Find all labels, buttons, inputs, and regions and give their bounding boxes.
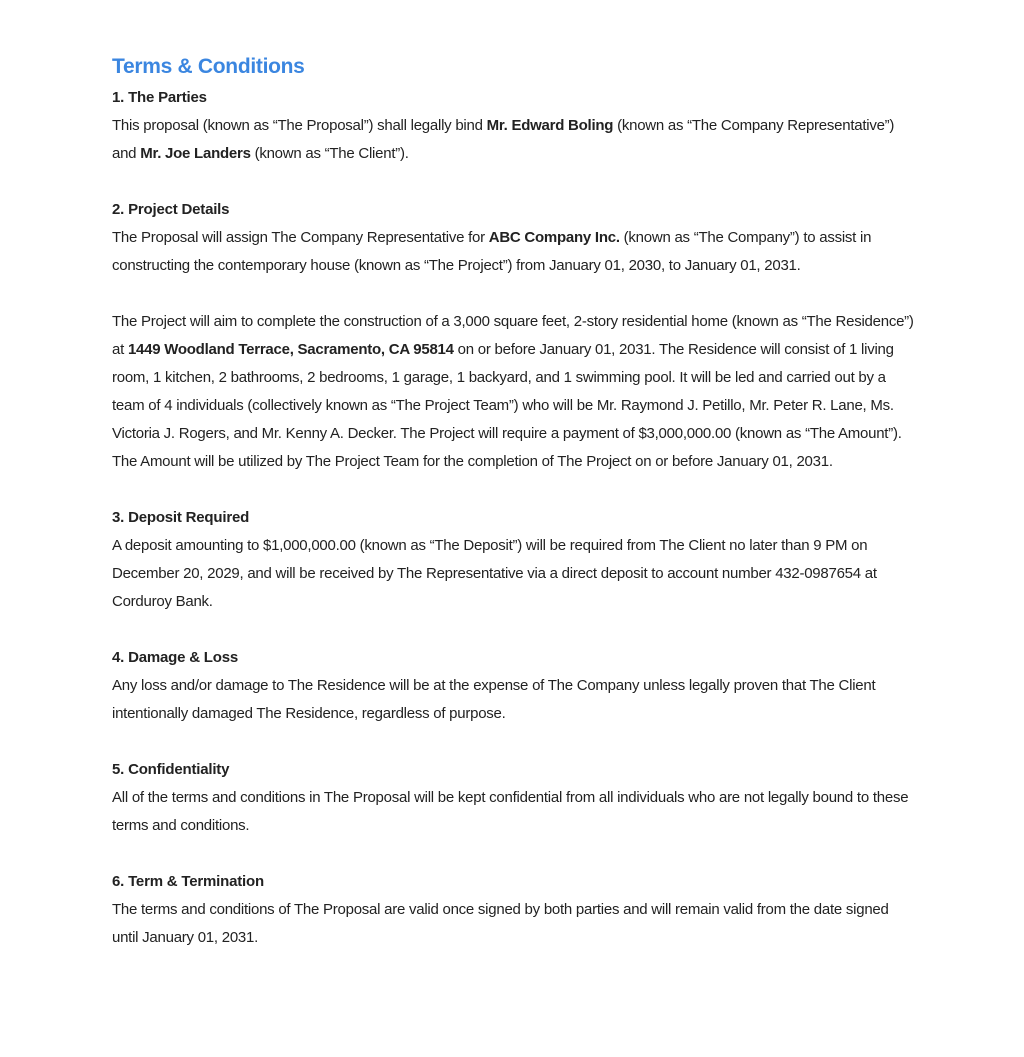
- section-heading: 2. Project Details: [112, 201, 230, 218]
- section-paragraph: [112, 308, 917, 476]
- section-paragraph: A deposit amounting to $1,000,000.00 (known as “The Deposit”) will be required from The Client no later than 9 PM on December 20, 2029, and will be received by The Representative via a direct deposit to account number 432-0987654 at Corduroy Bank.: [112, 537, 877, 610]
- text: This proposal (known as “The Proposal”) shall legally bind: [112, 117, 487, 134]
- section-paragraph: All of the terms and conditions in The Proposal will be kept confidential from all individuals who are not legally bound to these terms and conditions.: [112, 789, 909, 834]
- section-damage-loss: [112, 644, 917, 728]
- client-name: Mr. Joe Landers: [140, 145, 251, 162]
- section-heading: 6. Term & Termination: [112, 873, 264, 890]
- section-paragraph: [112, 112, 917, 168]
- text: The Proposal will assign The Company Representative for: [112, 229, 489, 246]
- document: [112, 52, 917, 980]
- section-paragraph: [112, 224, 917, 280]
- section-heading: 1. The Parties: [112, 89, 207, 106]
- section-confidentiality: [112, 756, 917, 840]
- section-project-details: [112, 196, 917, 476]
- text: (known as “The Company”) to assist in constructing the contemporary house (known as “The Project”) from January 01, 2030, to January 01, 2031.: [112, 229, 872, 274]
- text: (known as “The Client”).: [250, 145, 409, 162]
- document-title: Terms & Conditions: [112, 55, 305, 78]
- text: on or before January 01, 2031. The Residence will consist of 1 living room, 1 kitchen, 2 bathrooms, 2 bedrooms, 1 garage, 1 backyard, and 1 swimming pool. It will be led and carried out by a team of 4 individuals (collectively known as “The Project Team”) who will be Mr. Raymond J. Petillo, Mr. Peter R. Lane, Ms. Victoria J. Rogers, and Mr. Kenny A. Decker. The Project will require a payment of $3,000,000.00 (known as “The Amount”). The Amount will be utilized by The Project Team for the completion of The Project on or before January 01, 2031.: [112, 341, 902, 470]
- company-name: ABC Company Inc.: [488, 229, 620, 246]
- section-heading: 3. Deposit Required: [112, 509, 250, 526]
- section-deposit: [112, 504, 917, 616]
- section-heading: 4. Damage & Loss: [112, 649, 239, 666]
- section-heading: 5. Confidentiality: [112, 761, 230, 778]
- section-term-termination: [112, 868, 917, 952]
- residence-address: 1449 Woodland Terrace, Sacramento, CA 95814: [127, 341, 454, 358]
- text: (known as “The Company Representative”) and: [112, 117, 895, 162]
- section-paragraph: Any loss and/or damage to The Residence will be at the expense of The Company unless legally proven that The Client intentionally damaged The Residence, regardless of purpose.: [112, 677, 876, 722]
- company-representative-name: Mr. Edward Boling: [486, 117, 614, 134]
- section-parties: [112, 84, 917, 168]
- text: The Project will aim to complete the construction of a 3,000 square feet, 2-story residential home (known as “The Residence”) at: [112, 313, 914, 358]
- section-paragraph: The terms and conditions of The Proposal are valid once signed by both parties and will remain valid from the date signed until January 01, 2031.: [112, 901, 889, 946]
